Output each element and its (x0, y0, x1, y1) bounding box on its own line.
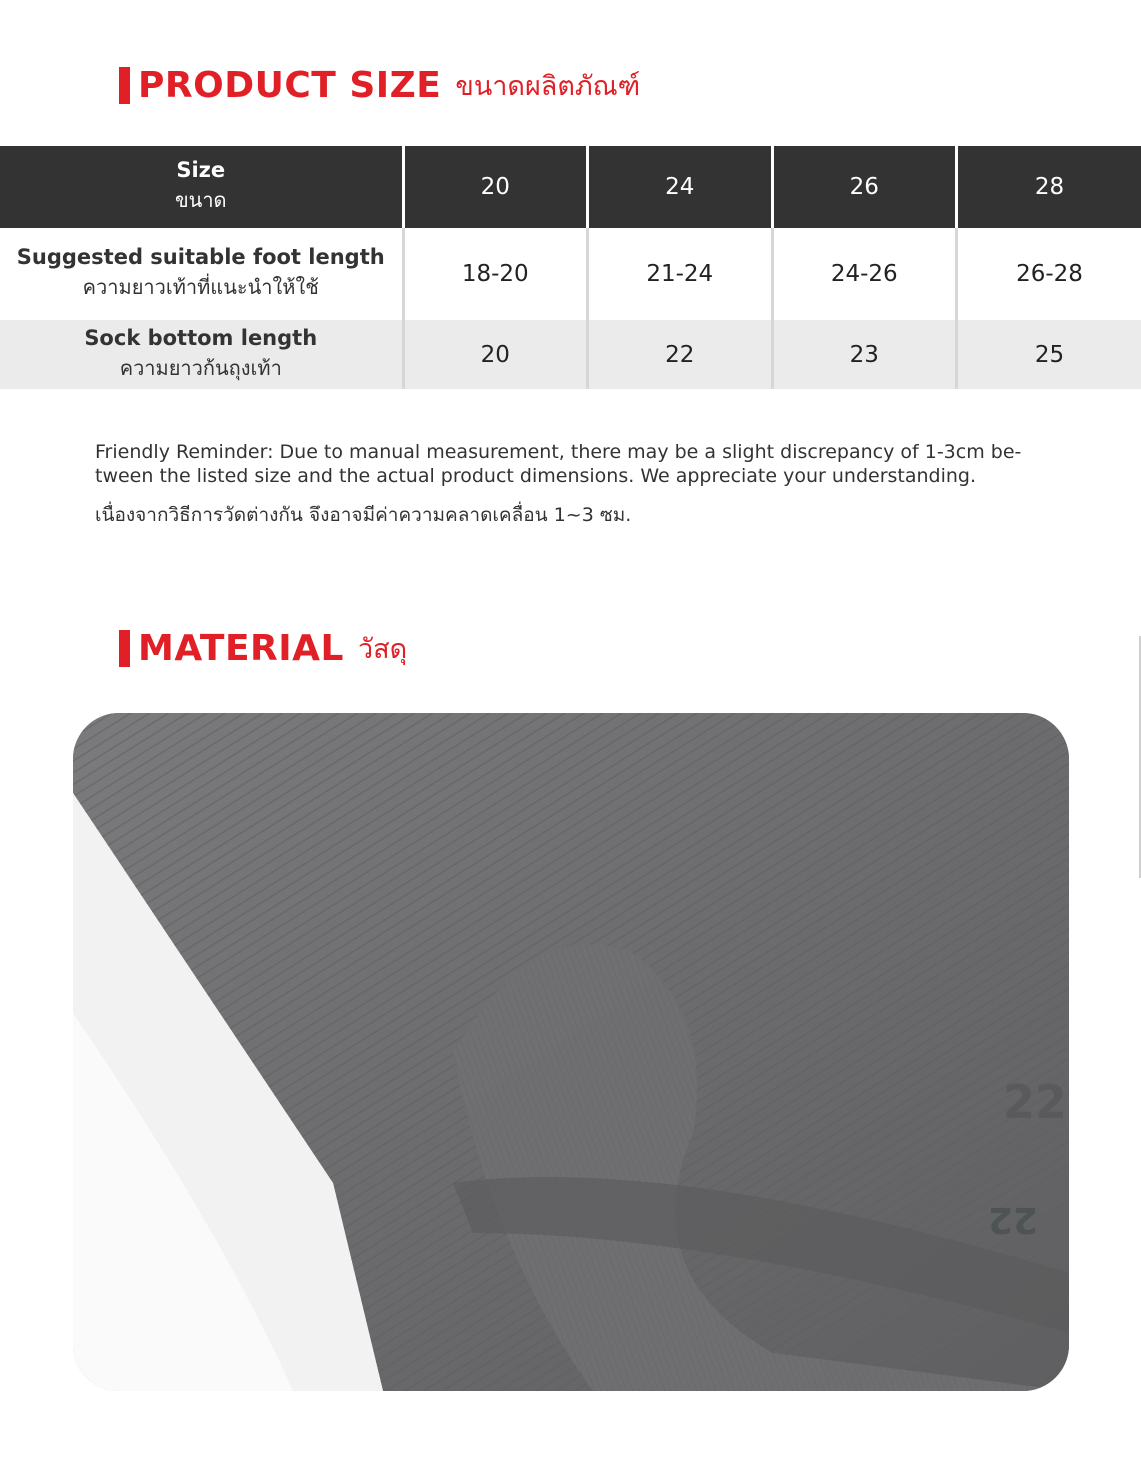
table-cell: 26-28 (957, 228, 1141, 320)
sock-material-photo (73, 713, 1069, 1391)
size-header-cell: 20 (403, 146, 588, 228)
heading-accent-bar (119, 630, 130, 667)
row-label-th: ความยาวก้นถุงเท้า (119, 355, 282, 380)
table-cell: 18-20 (403, 228, 588, 320)
sock-bottom-label (0, 320, 403, 389)
row-label-en: Suggested suitable foot length (16, 245, 385, 269)
product-size-title: PRODUCT SIZE (138, 65, 442, 106)
sock-illustration (73, 713, 1069, 1391)
material-heading (119, 627, 407, 670)
size-label-th: ขนาด (174, 188, 227, 212)
size-header-label (0, 146, 403, 228)
heading-accent-bar (119, 67, 130, 104)
foot-length-label (0, 228, 403, 320)
material-title-thai: วัสดุ (357, 634, 408, 665)
table-cell: 22 (588, 320, 773, 389)
product-size-heading (119, 64, 640, 107)
table-cell: 21-24 (588, 228, 773, 320)
size-header-cell: 26 (772, 146, 957, 228)
sock-size-label: 22 (1003, 1075, 1068, 1129)
friendly-reminder: Friendly Reminder: Due to manual measurement, there may be a slight discrepancy of 1-3cm be-tween the listed size and the actual product dimensions. We appreciate your understanding. (95, 441, 1022, 487)
table-cell: 23 (772, 320, 957, 389)
table-row-foot-length (0, 228, 1141, 320)
row-label-en: Sock bottom length (84, 325, 318, 350)
material-title: MATERIAL (138, 628, 344, 669)
table-cell: 24-26 (772, 228, 957, 320)
size-header-cell: 28 (957, 146, 1141, 228)
size-table-header-row (0, 146, 1141, 228)
size-label-en: Size (176, 158, 226, 182)
product-size-title-thai: ขนาดผลิตภัณฑ์ (455, 71, 641, 102)
sock-size-label-inverted: 22 (987, 1199, 1038, 1240)
size-header-cell: 24 (588, 146, 773, 228)
table-cell: 25 (957, 320, 1141, 389)
size-table (0, 146, 1141, 389)
table-row-sock-bottom (0, 320, 1141, 389)
table-cell: 20 (403, 320, 588, 389)
row-label-th: ความยาวเท้าที่แนะนำให้ใช้ (82, 275, 319, 299)
friendly-reminder-thai: เนื่องจากวิธีการวัดต่างกัน จึงอาจมีค่าความคลาดเคลื่อน 1~3 ซม. (95, 504, 632, 526)
